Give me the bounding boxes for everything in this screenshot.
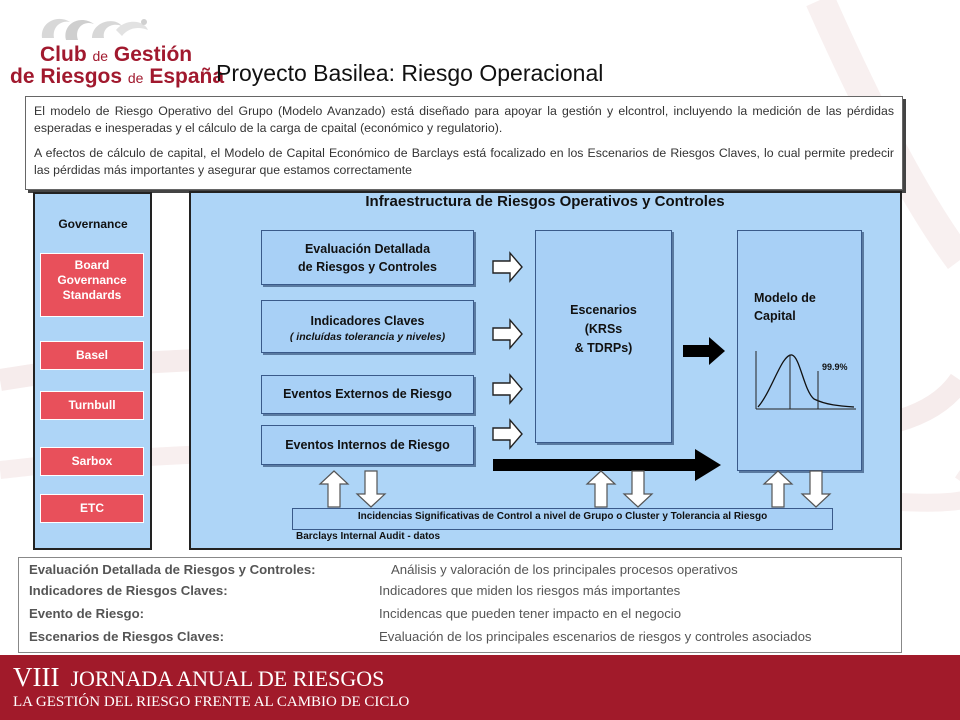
definition-term: Evento de Riesgo: — [29, 606, 145, 621]
percentile-label: 99.9% — [822, 362, 848, 372]
detailed-risk-evaluation-box — [261, 230, 474, 285]
infrastructure-title: Infraestructura de Riesgos Operativos y Controles — [365, 193, 725, 210]
arrow-up-icon — [318, 470, 350, 508]
definition-row — [29, 604, 681, 624]
scenarios-line3: & TDRPs) — [574, 341, 633, 355]
definition-desc: Indicadores que miden los riesgos más importantes — [379, 583, 681, 598]
scenarios-line1: Escenarios — [570, 303, 637, 317]
arrow-solid-right-icon — [683, 335, 727, 367]
footer-line1: JORNADA ANUAL DE RIESGOS — [70, 666, 385, 691]
eval-line1: Evaluación Detallada — [304, 242, 431, 256]
etc-box: ETC — [40, 494, 144, 523]
governance-title: Governance — [58, 217, 128, 231]
definition-desc: Análisis y valoración de los principales procesos operativos — [391, 562, 738, 577]
arrow-up-icon — [762, 470, 794, 508]
significant-incidents-bar: Incidencias Significativas de Control a nivel de Grupo o Cluster y Tolerancia al Riesgo — [292, 508, 833, 530]
scenarios-line2: (KRSs — [584, 322, 623, 336]
intro-paragraph-1: El modelo de Riesgo Operativo del Grupo (Modelo Avanzado) está diseñado para apoyar la gestión y elcontrol, incluyendo la medición de las pérdidas esperadas e inesperadas y el cálculo de la carga de cpaital (económico y regulatorio). — [34, 104, 894, 135]
arrow-right-icon — [492, 418, 524, 450]
footer-roman-numeral: VIII — [13, 662, 60, 692]
indicators-line2: ( incluídas tolerancia y niveles) — [289, 331, 446, 343]
arrow-right-icon — [492, 318, 524, 350]
page-title: Proyecto Basilea: Riesgo Operacional — [216, 60, 604, 86]
intro-paragraph-2: A efectos de cálculo de capital, el Modelo de Capital Económico de Barclays está focalizado en los Escenarios de Riesgos Claves, lo cual permite predecir las pérdidas más importantes y asegurar que estamos correctamente — [34, 146, 894, 177]
internal-audit-label: Barclays Internal Audit - datos — [296, 531, 441, 542]
definition-row — [29, 560, 738, 580]
external-risk-events-box: Eventos Externos de Riesgo — [261, 375, 474, 414]
arrow-right-icon — [492, 373, 524, 405]
footer-event-title — [13, 662, 384, 693]
indicators-line1: Indicadores Claves — [310, 314, 425, 328]
arrow-up-icon — [585, 470, 617, 508]
footer-subtitle: LA GESTIÓN DEL RIESGO FRENTE AL CAMBIO DE CICLO — [13, 694, 410, 710]
arrow-down-icon — [622, 470, 654, 508]
definition-term: Evaluación Detallada de Riesgos y Controles: — [29, 562, 316, 577]
definition-desc: Evaluación de los principales escenarios de riesgos y controles asociados — [379, 629, 812, 644]
definitions-box — [18, 557, 902, 653]
arrow-right-icon — [492, 251, 524, 283]
logo-text-line2: de Riesgos de España — [10, 65, 225, 88]
scenarios-box — [535, 230, 672, 443]
capital-model-box — [737, 230, 862, 471]
arrow-down-icon — [800, 470, 832, 508]
internal-risk-events-box: Eventos Internos de Riesgo — [261, 425, 474, 465]
definition-term: Indicadores de Riesgos Claves: — [29, 583, 228, 598]
board-governance-standards-box: Board Governance Standards — [40, 253, 144, 317]
logo-emblem — [36, 8, 156, 48]
loss-distribution-curve-icon — [752, 351, 858, 411]
definition-row — [29, 627, 812, 647]
key-indicators-box — [261, 300, 474, 353]
arrow-down-icon — [355, 470, 387, 508]
capital-model-label — [754, 289, 816, 325]
intro-text-box — [25, 96, 903, 190]
definition-term: Escenarios de Riesgos Claves: — [29, 629, 224, 644]
basel-box: Basel — [40, 341, 144, 370]
definition-desc: Incidencas que pueden tener impacto en el negocio — [379, 606, 682, 621]
turnbull-box: Turnbull — [40, 391, 144, 420]
logo-text-line1: Club de Gestión — [40, 43, 193, 66]
definition-row — [29, 581, 680, 601]
sarbox-box: Sarbox — [40, 447, 144, 476]
capital-line2: Capital — [754, 309, 796, 323]
eval-line2: de Riesgos y Controles — [298, 260, 437, 274]
capital-line1: Modelo de — [754, 291, 816, 305]
